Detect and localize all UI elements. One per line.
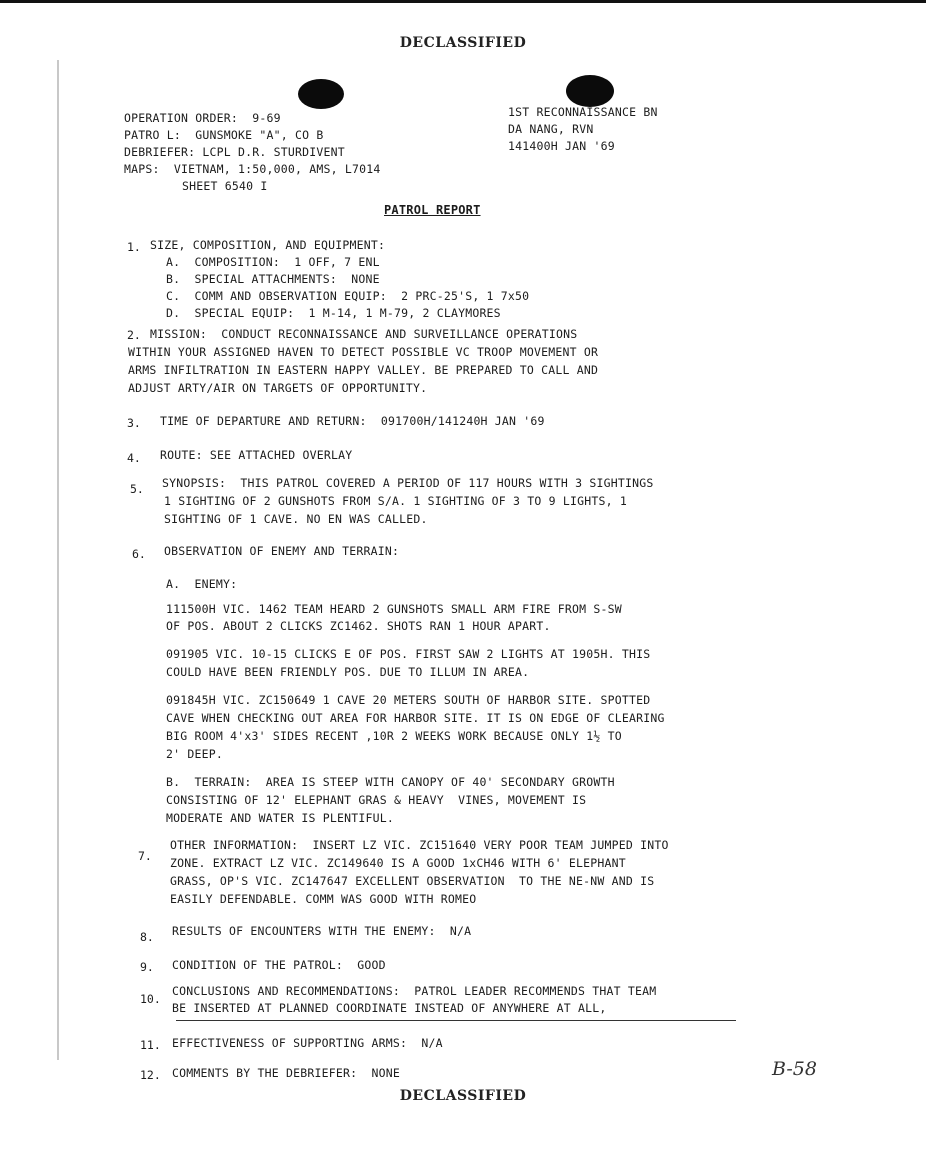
section-2-line-2: WITHIN YOUR ASSIGNED HAVEN TO DETECT POSSIBLE VC TROOP MOVEMENT OR xyxy=(128,345,599,359)
unit-line-3: 141400H JAN '69 xyxy=(508,139,615,153)
enemy-para-1-line-1: 111500H VIC. 1462 TEAM HEARD 2 GUNSHOTS SMALL ARM FIRE FROM S-SW xyxy=(166,602,622,616)
enemy-para-2-line-2: COULD HAVE BEEN FRIENDLY POS. DUE TO ILLUM IN AREA. xyxy=(166,665,530,679)
section-1-heading: SIZE, COMPOSITION, AND EQUIPMENT: xyxy=(150,238,386,252)
section-2-line-1: MISSION: CONDUCT RECONNAISSANCE AND SURVEILLANCE OPERATIONS xyxy=(150,327,578,341)
section-10-line-1: CONCLUSIONS AND RECOMMENDATIONS: PATROL LEADER RECOMMENDS THAT TEAM xyxy=(172,984,657,998)
page-left-edge xyxy=(57,60,59,1060)
terrain-line-2: CONSISTING OF 12' ELEPHANT GRAS & HEAVY VINES, MOVEMENT IS xyxy=(166,793,587,807)
enemy-para-3-line-3: BIG ROOM 4'x3' SIDES RECENT ,10R 2 WEEKS WORK BECAUSE ONLY 1½ TO xyxy=(166,729,622,743)
ops-line-3: DEBRIEFER: LCPL D.R. STURDIVENT xyxy=(124,145,345,159)
section-5-line-3: SIGHTING OF 1 CAVE. NO EN WAS CALLED. xyxy=(164,512,428,526)
enemy-para-1-line-2: OF POS. ABOUT 2 CLICKS ZC1462. SHOTS RAN 1 HOUR APART. xyxy=(166,619,551,633)
section-7-line-4: EASILY DEFENDABLE. COMM WAS GOOD WITH ROMEO xyxy=(170,892,477,906)
section-5-line-1: SYNOPSIS: THIS PATROL COVERED A PERIOD OF 117 HOURS WITH 3 SIGHTINGS xyxy=(162,476,654,490)
enemy-para-2-line-1: 091905 VIC. 10-15 CLICKS E OF POS. FIRST SAW 2 LIGHTS AT 1905H. THIS xyxy=(166,647,651,661)
section-8-text: RESULTS OF ENCOUNTERS WITH THE ENEMY: N/A xyxy=(172,924,472,938)
section-11-number: 11. xyxy=(140,1038,161,1052)
section-10-number: 10. xyxy=(140,992,161,1006)
section-10-underline xyxy=(176,1020,736,1021)
enemy-para-3-line-4: 2' DEEP. xyxy=(166,747,223,761)
enemy-para-3-line-2: CAVE WHEN CHECKING OUT AREA FOR HARBOR SITE. IT IS ON EDGE OF CLEARING xyxy=(166,711,665,725)
section-10-line-2: BE INSERTED AT PLANNED COORDINATE INSTEAD OF ANYWHERE AT ALL, xyxy=(172,1001,607,1015)
ops-line-4: MAPS: VIETNAM, 1:50,000, AMS, L7014 xyxy=(124,162,381,176)
handwritten-page-ref: B-58 xyxy=(772,1058,817,1080)
section-5-line-2: 1 SIGHTING OF 2 GUNSHOTS FROM S/A. 1 SIGHTING OF 3 TO 9 LIGHTS, 1 xyxy=(164,494,628,508)
section-12-text: COMMENTS BY THE DEBRIEFER: NONE xyxy=(172,1066,400,1080)
enemy-para-3-line-1: 091845H VIC. ZC150649 1 CAVE 20 METERS SOUTH OF HARBOR SITE. SPOTTED xyxy=(166,693,651,707)
section-2-number: 2. xyxy=(127,328,141,342)
section-1-a: A. COMPOSITION: 1 OFF, 7 ENL xyxy=(166,255,380,269)
section-11-text: EFFECTIVENESS OF SUPPORTING ARMS: N/A xyxy=(172,1036,443,1050)
section-1-d: D. SPECIAL EQUIP: 1 M-14, 1 M-79, 2 CLAYMORES xyxy=(166,306,501,320)
section-7-line-3: GRASS, OP'S VIC. ZC147647 EXCELLENT OBSERVATION TO THE NE-NW AND IS xyxy=(170,874,655,888)
unit-line-2: DA NANG, RVN xyxy=(508,122,594,136)
section-1-c: C. COMM AND OBSERVATION EQUIP: 2 PRC-25'S, 1 7x50 xyxy=(166,289,530,303)
section-6-heading: OBSERVATION OF ENEMY AND TERRAIN: xyxy=(164,544,400,558)
page-top-edge xyxy=(0,0,926,3)
section-6-a-heading: A. ENEMY: xyxy=(166,577,238,591)
section-2-line-3: ARMS INFILTRATION IN EASTERN HAPPY VALLEY. BE PREPARED TO CALL AND xyxy=(128,363,599,377)
report-title: PATROL REPORT xyxy=(384,203,481,217)
section-2-line-4: ADJUST ARTY/AIR ON TARGETS OF OPPORTUNITY. xyxy=(128,381,428,395)
section-1-b: B. SPECIAL ATTACHMENTS: NONE xyxy=(166,272,380,286)
terrain-line-1: B. TERRAIN: AREA IS STEEP WITH CANOPY OF 40' SECONDARY GROWTH xyxy=(166,775,615,789)
section-5-number: 5. xyxy=(130,482,144,496)
section-7-line-1: OTHER INFORMATION: INSERT LZ VIC. ZC151640 VERY POOR TEAM JUMPED INTO xyxy=(170,838,669,852)
declassified-stamp-top: DECLASSIFIED xyxy=(399,35,527,51)
declassified-stamp-bottom: DECLASSIFIED xyxy=(399,1088,527,1104)
ops-line-5: SHEET 6540 I xyxy=(182,179,268,193)
section-9-text: CONDITION OF THE PATROL: GOOD xyxy=(172,958,386,972)
ops-line-1: OPERATION ORDER: 9-69 xyxy=(124,111,281,125)
section-3-number: 3. xyxy=(127,416,141,430)
section-9-number: 9. xyxy=(140,960,154,974)
section-1-number: 1. xyxy=(127,240,141,254)
section-3-text: TIME OF DEPARTURE AND RETURN: 091700H/141240H JAN '69 xyxy=(160,414,545,428)
section-7-number: 7. xyxy=(138,849,152,863)
section-4-number: 4. xyxy=(127,451,141,465)
section-6-number: 6. xyxy=(132,547,146,561)
section-8-number: 8. xyxy=(140,930,154,944)
redaction-blot-left xyxy=(298,79,344,109)
section-12-number: 12. xyxy=(140,1068,161,1082)
section-4-text: ROUTE: SEE ATTACHED OVERLAY xyxy=(160,448,353,462)
ops-line-2: PATRO L: GUNSMOKE "A", CO B xyxy=(124,128,324,142)
section-7-line-2: ZONE. EXTRACT LZ VIC. ZC149640 IS A GOOD 1xCH46 WITH 6' ELEPHANT xyxy=(170,856,626,870)
unit-line-1: 1ST RECONNAISSANCE BN xyxy=(508,105,658,119)
terrain-line-3: MODERATE AND WATER IS PLENTIFUL. xyxy=(166,811,394,825)
